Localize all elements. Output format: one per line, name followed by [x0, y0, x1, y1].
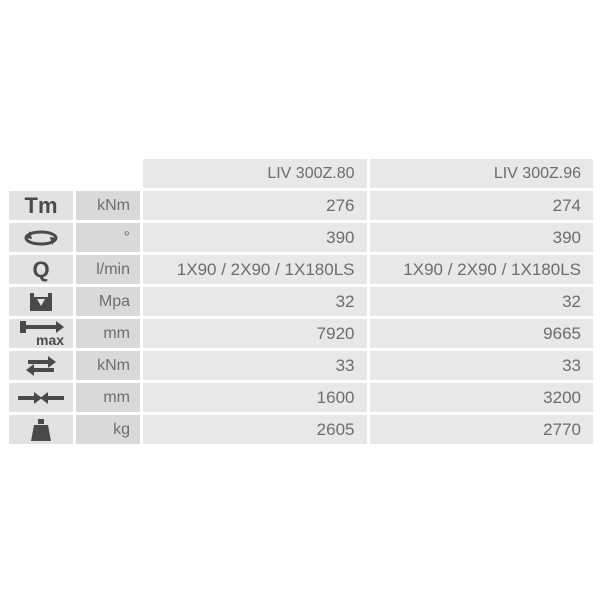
- unit-cell: Mpa: [76, 287, 140, 316]
- value-cell: 32: [370, 287, 594, 316]
- unit-cell: mm: [76, 319, 140, 348]
- table-row: [9, 287, 593, 316]
- unit-cell: l/min: [76, 255, 140, 284]
- unit-cell: °: [76, 223, 140, 252]
- value-cell: 9665: [370, 319, 594, 348]
- row-icon-cell: [9, 287, 73, 316]
- value-cell: 3200: [370, 383, 594, 412]
- model-header: LIV 300Z.80: [143, 159, 367, 188]
- table-row: [9, 351, 593, 380]
- header-corner: [9, 159, 73, 188]
- value-cell: 390: [370, 223, 594, 252]
- torque-tm-icon: Tm: [24, 192, 58, 218]
- value-cell: 1X90 / 2X90 / 1X180LS: [143, 255, 367, 284]
- unit-cell: kg: [76, 415, 140, 444]
- value-cell: 274: [370, 191, 594, 220]
- header-corner-unit: [76, 159, 140, 188]
- value-cell: 2770: [370, 415, 594, 444]
- table-row: [9, 255, 593, 284]
- row-icon-cell: [9, 319, 73, 348]
- pressure-icon: [28, 291, 54, 313]
- unit-cell: kNm: [76, 191, 140, 220]
- table-header-row: [9, 159, 593, 188]
- weight-icon: [30, 418, 52, 442]
- extension-icon: [16, 391, 66, 405]
- unit-cell: mm: [76, 383, 140, 412]
- max-label: max: [36, 331, 65, 348]
- max-reach-icon: [16, 320, 66, 348]
- double-arrow-icon: [24, 355, 58, 377]
- row-icon-cell: [9, 191, 73, 220]
- value-cell: 1X90 / 2X90 / 1X180LS: [370, 255, 594, 284]
- flow-q-icon: Q: [32, 256, 50, 282]
- table-row: [9, 319, 593, 348]
- table-row: [9, 191, 593, 220]
- row-icon-cell: [9, 415, 73, 444]
- row-icon-cell: [9, 383, 73, 412]
- spec-table: [6, 156, 596, 447]
- value-cell: 1600: [143, 383, 367, 412]
- row-icon-cell: [9, 351, 73, 380]
- table-row: [9, 415, 593, 444]
- value-cell: 390: [143, 223, 367, 252]
- unit-cell: kNm: [76, 351, 140, 380]
- value-cell: 276: [143, 191, 367, 220]
- table-row: [9, 223, 593, 252]
- value-cell: 33: [370, 351, 594, 380]
- table-row: [9, 383, 593, 412]
- value-cell: 32: [143, 287, 367, 316]
- rotation-icon: [21, 227, 61, 249]
- value-cell: 2605: [143, 415, 367, 444]
- row-icon-cell: [9, 223, 73, 252]
- value-cell: 7920: [143, 319, 367, 348]
- value-cell: 33: [143, 351, 367, 380]
- model-header: LIV 300Z.96: [370, 159, 594, 188]
- row-icon-cell: [9, 255, 73, 284]
